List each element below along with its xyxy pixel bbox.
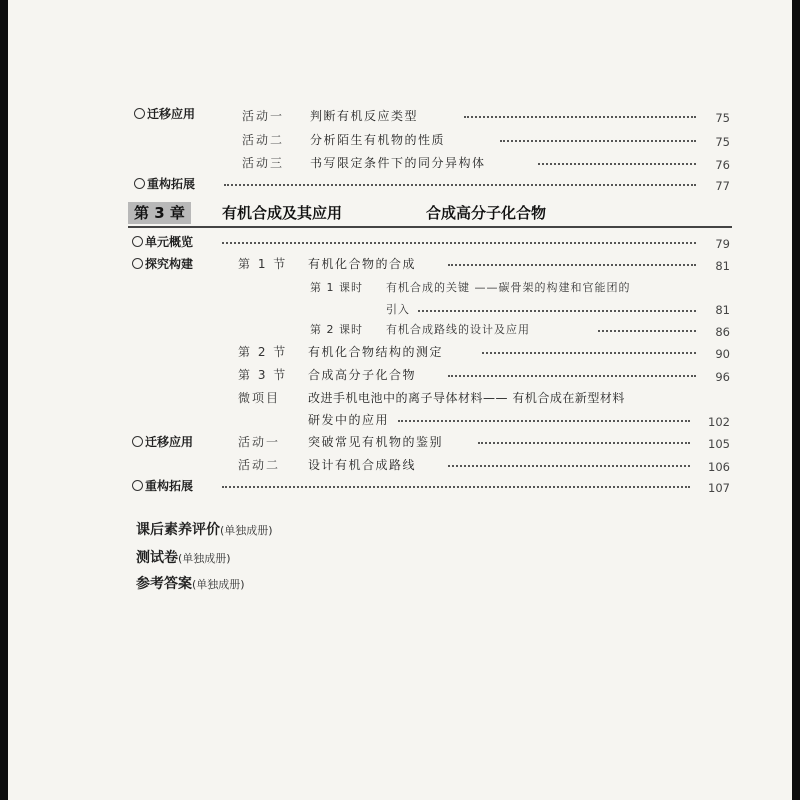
circle-icon bbox=[132, 480, 143, 491]
page-number: 107 bbox=[708, 481, 730, 495]
activity-label: 活动二 bbox=[238, 458, 281, 472]
extra-evaluation[interactable]: 课后素养评价(单独成册) bbox=[136, 522, 273, 538]
circle-icon bbox=[132, 258, 143, 269]
activity-label: 活动一 bbox=[238, 435, 281, 449]
section-overview[interactable]: 单元概览 bbox=[132, 234, 193, 250]
section-explore[interactable]: 探究构建 bbox=[132, 256, 193, 272]
lesson-title[interactable]: 有机合成路线的设计及应用 bbox=[386, 323, 530, 336]
page-number: 81 bbox=[715, 259, 730, 273]
extra-answers[interactable]: 参考答案(单独成册) bbox=[136, 576, 245, 592]
page-number: 79 bbox=[715, 237, 730, 251]
page-number: 96 bbox=[715, 370, 730, 384]
lesson-label: 第 1 课时 bbox=[310, 281, 363, 294]
toc-page bbox=[8, 0, 792, 800]
page-number: 76 bbox=[715, 158, 730, 172]
activity-title[interactable]: 设计有机合成路线 bbox=[308, 458, 417, 472]
activity-label: 活动一 bbox=[242, 109, 285, 123]
circle-icon bbox=[134, 108, 145, 119]
page-number: 106 bbox=[708, 460, 730, 474]
section-label: 第 1 节 bbox=[238, 257, 288, 271]
micro-project-label: 微项目 bbox=[238, 391, 281, 405]
lesson-title[interactable]: 有机合成的关键 ——碳骨架的构建和官能团的 bbox=[386, 281, 631, 294]
activity-label: 活动三 bbox=[242, 156, 285, 170]
page-number: 90 bbox=[715, 347, 730, 361]
section-transfer-prev[interactable]: 迁移应用 bbox=[134, 106, 195, 122]
activity-title[interactable]: 分析陌生有机物的性质 bbox=[310, 133, 446, 147]
section-rebuild-prev[interactable]: 重构拓展 bbox=[134, 176, 195, 192]
section-rebuild[interactable]: 重构拓展 bbox=[132, 478, 193, 494]
page-number: 75 bbox=[715, 111, 730, 125]
lesson-label: 第 2 课时 bbox=[310, 323, 363, 336]
page-number: 102 bbox=[708, 415, 730, 429]
chapter-header[interactable] bbox=[128, 202, 732, 228]
micro-project-title-cont: 研发中的应用 bbox=[308, 413, 390, 427]
micro-project-title[interactable]: 改进手机电池中的离子导体材料—— 有机合成在新型材料 bbox=[308, 391, 625, 405]
activity-title[interactable]: 突破常见有机物的鉴别 bbox=[308, 435, 444, 449]
chapter-subtitle: 合成高分子化合物 bbox=[426, 204, 547, 222]
circle-icon bbox=[134, 178, 145, 189]
chapter-name: 有机合成及其应用 bbox=[222, 204, 343, 222]
section-title[interactable]: 有机化合物的合成 bbox=[308, 257, 417, 271]
section-label: 第 3 节 bbox=[238, 368, 288, 382]
page-number: 81 bbox=[715, 303, 730, 317]
section-title[interactable]: 有机化合物结构的测定 bbox=[308, 345, 444, 359]
lesson-title-cont: 引入 bbox=[386, 303, 410, 316]
page-number: 75 bbox=[715, 135, 730, 149]
page-number: 105 bbox=[708, 437, 730, 451]
activity-title[interactable]: 判断有机反应类型 bbox=[310, 109, 419, 123]
circle-icon bbox=[132, 236, 143, 247]
extra-test[interactable]: 测试卷(单独成册) bbox=[136, 550, 231, 566]
page-number: 77 bbox=[715, 179, 730, 193]
page-number: 86 bbox=[715, 325, 730, 339]
section-title[interactable]: 合成高分子化合物 bbox=[308, 368, 417, 382]
chapter-number: 第 3 章 bbox=[128, 202, 191, 224]
activity-label: 活动二 bbox=[242, 133, 285, 147]
circle-icon bbox=[132, 436, 143, 447]
activity-title[interactable]: 书写限定条件下的同分异构体 bbox=[310, 156, 486, 170]
section-label: 第 2 节 bbox=[238, 345, 288, 359]
section-transfer[interactable]: 迁移应用 bbox=[132, 434, 193, 450]
